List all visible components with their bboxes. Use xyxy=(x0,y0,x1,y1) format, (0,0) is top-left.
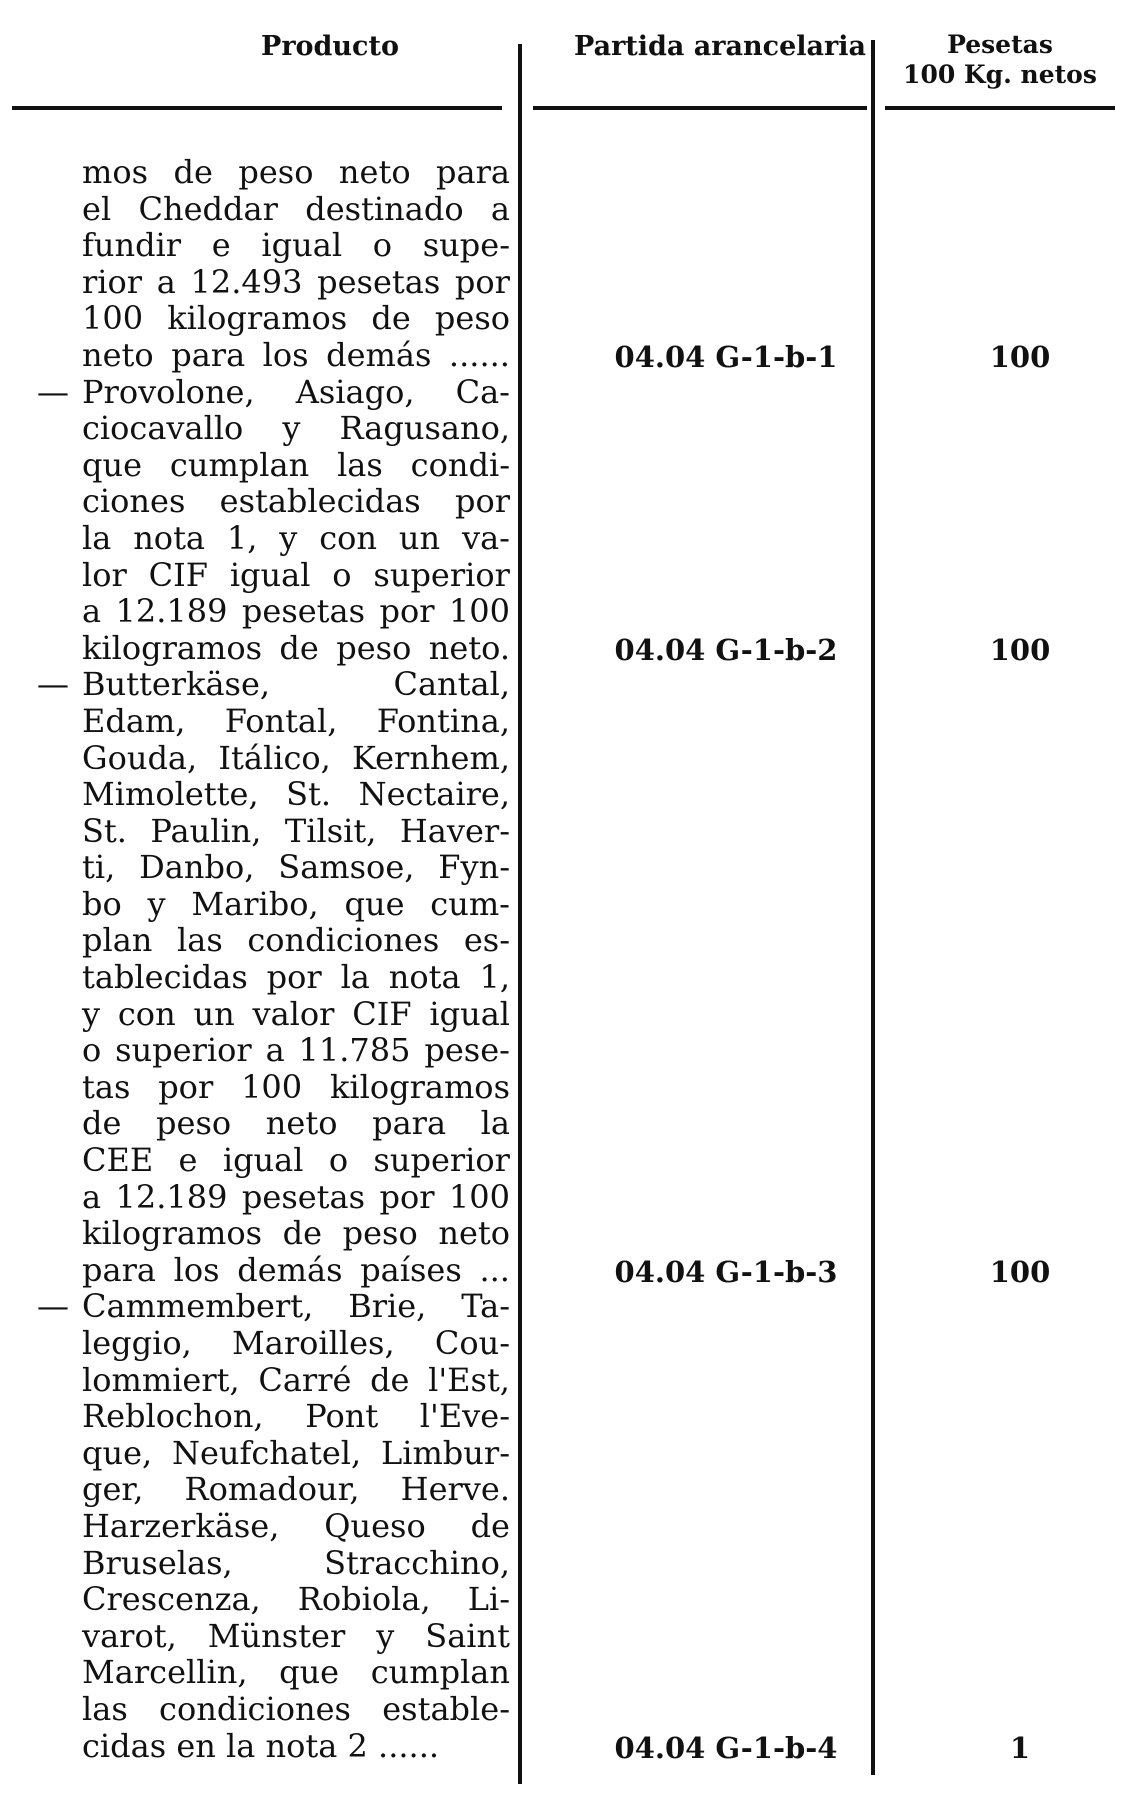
product-word: Ta- xyxy=(461,1287,510,1326)
product-word: neto xyxy=(265,1104,338,1143)
product-word: Cou- xyxy=(434,1324,510,1362)
product-word: condi- xyxy=(410,445,510,484)
product-word: destinado xyxy=(305,189,464,228)
product-word: Gouda, xyxy=(82,738,198,777)
header-rule-partida xyxy=(533,106,867,110)
product-line xyxy=(37,665,510,704)
product-word: e xyxy=(211,226,231,265)
product-line xyxy=(82,1691,510,1728)
product-word: Stracchino, xyxy=(324,1543,510,1582)
product-word: condiciones xyxy=(247,921,440,960)
product-word: Kernhem, xyxy=(352,738,510,777)
product-word: o xyxy=(372,226,393,265)
product-word: neto xyxy=(338,153,411,191)
product-word: valor xyxy=(252,994,335,1033)
product-word: en xyxy=(176,1726,227,1765)
product-word: Asiago, xyxy=(295,372,415,411)
product-word: a xyxy=(82,592,102,631)
product-word: Harzerkäse, xyxy=(82,1506,280,1545)
product-word: Itálico, xyxy=(218,738,331,777)
product-text-column xyxy=(37,153,510,1765)
product-word: ...... xyxy=(378,1726,440,1765)
product-word: y xyxy=(279,518,298,557)
product-line xyxy=(82,593,510,630)
product-word: neto. xyxy=(428,628,510,667)
product-word: cumplan xyxy=(370,1653,510,1692)
product-word: demás xyxy=(237,1250,343,1289)
product-word: y xyxy=(282,409,301,448)
product-word: 1, xyxy=(226,518,258,557)
product-word: St. xyxy=(286,775,332,814)
product-word: Li- xyxy=(467,1580,510,1619)
product-word: o xyxy=(328,1141,349,1180)
product-word: Brie, xyxy=(348,1287,427,1326)
product-word: de xyxy=(282,1214,323,1253)
product-word: por xyxy=(158,1067,214,1106)
product-word: igual xyxy=(229,555,311,594)
product-line xyxy=(82,1508,510,1545)
product-word: Marcellin, xyxy=(82,1653,248,1692)
product-word: demás xyxy=(326,335,432,374)
product-word: es- xyxy=(463,921,510,960)
product-word: pese- xyxy=(424,1031,510,1070)
header-pesetas xyxy=(880,30,1120,90)
pesetas-value: 1 xyxy=(1009,1730,1031,1765)
product-word: Provolone, xyxy=(82,372,255,411)
product-line xyxy=(82,1325,510,1362)
product-word: 12.189 xyxy=(115,1177,228,1216)
product-word: con xyxy=(117,994,176,1033)
product-line xyxy=(82,922,510,959)
product-word: las xyxy=(337,445,383,484)
product-line xyxy=(82,1654,510,1691)
partida-code: 04.04 G-1-b-3 xyxy=(614,1255,838,1289)
product-word: y xyxy=(147,884,166,923)
product-line xyxy=(82,483,510,520)
product-word: ger, xyxy=(82,1470,144,1509)
product-word: un xyxy=(398,518,441,557)
partida-code: 04.04 G-1-b-1 xyxy=(614,340,838,374)
product-word: que xyxy=(82,445,143,484)
product-word: los xyxy=(262,335,309,374)
product-word: para xyxy=(171,335,246,374)
product-word: neto xyxy=(438,1214,510,1253)
product-word: de xyxy=(173,153,213,191)
product-word: la xyxy=(226,1726,266,1765)
product-word: que xyxy=(344,884,405,923)
product-word: 12.189 xyxy=(115,592,228,631)
list-dash: — xyxy=(37,372,69,411)
product-word: condiciones xyxy=(159,1689,351,1728)
product-line xyxy=(82,1032,510,1069)
product-word: por xyxy=(454,262,510,301)
product-word: ...... xyxy=(448,335,510,374)
header-partida: Partida arancelaria xyxy=(574,31,866,62)
product-word: Mimolette, xyxy=(82,775,259,814)
product-word: de xyxy=(82,1104,122,1143)
product-line xyxy=(82,1142,510,1179)
product-word: Robiola, xyxy=(297,1580,431,1619)
product-word: ciones xyxy=(82,482,186,521)
product-word: fundir xyxy=(82,226,182,265)
product-word: St. xyxy=(82,811,127,850)
product-word: Paulin, xyxy=(150,811,262,850)
product-line xyxy=(82,1398,510,1435)
product-word: tas xyxy=(82,1067,131,1106)
product-word: leggio, xyxy=(82,1324,192,1362)
product-word: nota xyxy=(133,518,205,557)
product-line xyxy=(37,1287,510,1326)
product-word: peso xyxy=(342,1214,418,1253)
product-line xyxy=(82,1545,510,1582)
product-word: Bruselas, xyxy=(82,1543,233,1582)
product-word: 100 xyxy=(448,1177,510,1216)
product-word: por xyxy=(379,592,435,631)
product-word: Herve. xyxy=(400,1470,510,1509)
product-word: Samsoe, xyxy=(278,848,415,887)
product-line xyxy=(82,227,510,264)
product-line xyxy=(82,264,510,301)
product-word: a xyxy=(82,1177,102,1216)
product-word: Pont xyxy=(305,1397,379,1436)
product-word: CIF xyxy=(352,994,412,1033)
product-word: por xyxy=(454,482,510,521)
product-word: a xyxy=(156,262,176,301)
product-word: y xyxy=(376,1616,395,1655)
product-word: Tilsit, xyxy=(284,811,377,850)
product-word: Reblochon, xyxy=(82,1397,264,1436)
product-line xyxy=(82,1618,510,1655)
product-word: peso xyxy=(156,1104,232,1143)
product-word: a xyxy=(490,189,510,228)
product-word: cumplan xyxy=(169,445,310,484)
product-line xyxy=(82,1069,510,1106)
product-word: que, xyxy=(82,1433,153,1472)
product-word: igual xyxy=(261,226,343,265)
product-word: nota xyxy=(265,1726,348,1765)
product-word: rior xyxy=(82,262,143,301)
product-word: o xyxy=(332,555,352,594)
header-producto: Producto xyxy=(261,31,399,62)
column-divider-2 xyxy=(871,40,875,1775)
header-pesetas-line1: Pesetas xyxy=(947,30,1053,59)
header-rule-pesetas xyxy=(885,106,1115,110)
product-line xyxy=(82,1215,510,1252)
product-word: pesetas xyxy=(241,1177,366,1216)
header-rule-producto xyxy=(12,106,502,110)
product-word: Cheddar xyxy=(138,189,278,228)
product-word: pesetas xyxy=(241,592,366,631)
product-word: superior xyxy=(115,1031,252,1070)
product-word: la xyxy=(82,518,112,557)
product-word: Haver- xyxy=(399,811,510,850)
pesetas-value: 100 xyxy=(989,1255,1051,1289)
product-word: 12.493 xyxy=(190,262,303,301)
product-word: Cantal, xyxy=(393,665,510,704)
product-line xyxy=(82,959,510,996)
product-word: un xyxy=(193,994,235,1033)
product-line xyxy=(82,630,510,667)
product-word: superior xyxy=(373,1141,510,1180)
partida-code: 04.04 G-1-b-4 xyxy=(614,1730,838,1765)
product-word: para xyxy=(372,1104,447,1143)
product-word: ti, xyxy=(82,848,116,887)
product-line xyxy=(82,1728,510,1765)
product-word: Queso xyxy=(324,1506,426,1545)
product-word: las xyxy=(82,1689,128,1728)
product-line xyxy=(82,1471,510,1508)
product-word: el xyxy=(82,189,112,228)
header-pesetas-line2: 100 Kg. netos xyxy=(903,60,1097,89)
product-word: 2 xyxy=(347,1726,379,1765)
product-word: y xyxy=(82,994,101,1033)
product-word: Butterkäse, xyxy=(82,665,271,704)
product-word: Nectaire, xyxy=(358,775,510,814)
product-word: que xyxy=(279,1653,340,1692)
product-word: lor xyxy=(82,555,127,594)
product-word: pesetas xyxy=(317,262,441,301)
product-line xyxy=(82,410,510,447)
product-word: estable- xyxy=(382,1689,510,1728)
product-word: kilogramos xyxy=(329,1067,510,1106)
product-line xyxy=(82,886,510,923)
product-line xyxy=(82,1581,510,1618)
product-word: bo xyxy=(82,884,122,923)
column-divider-1 xyxy=(518,44,522,1784)
product-word: 11.785 xyxy=(298,1031,411,1070)
product-word: los xyxy=(173,1250,220,1289)
partida-code: 04.04 G-1-b-2 xyxy=(614,632,838,667)
product-line xyxy=(82,1362,510,1399)
product-word: por xyxy=(379,1177,435,1216)
product-word: Cammembert, xyxy=(82,1287,314,1326)
product-word: kilogramos xyxy=(82,628,263,667)
product-word: igual xyxy=(429,994,510,1033)
product-word: Ragusano, xyxy=(339,409,510,448)
product-word: Danbo, xyxy=(139,848,255,887)
product-word: países xyxy=(360,1250,462,1289)
product-word: con xyxy=(319,518,378,557)
product-word: nota xyxy=(388,958,461,997)
product-word: 100 xyxy=(448,592,510,631)
product-word: Neufchatel, xyxy=(171,1433,362,1472)
product-word: de xyxy=(470,1506,510,1545)
product-line xyxy=(82,996,510,1033)
product-word: las xyxy=(177,921,223,960)
product-word: de xyxy=(279,628,319,667)
product-word: e xyxy=(178,1141,198,1180)
product-line xyxy=(82,447,510,484)
product-word: l'Est, xyxy=(428,1360,510,1399)
product-word: Fontal, xyxy=(224,701,338,740)
product-word: varot, xyxy=(82,1616,177,1655)
product-line xyxy=(82,1179,510,1216)
product-word: CEE xyxy=(82,1141,154,1180)
product-word: superior xyxy=(373,555,510,594)
product-word: neto xyxy=(82,335,154,374)
product-word: a xyxy=(265,1031,285,1070)
product-line xyxy=(82,849,510,886)
product-word: peso xyxy=(434,299,510,338)
product-word: Saint xyxy=(425,1616,510,1655)
product-line xyxy=(82,337,510,374)
product-word: Fontina, xyxy=(376,701,510,740)
list-dash: — xyxy=(37,1287,69,1326)
product-word: Maribo, xyxy=(191,884,319,923)
product-line xyxy=(82,1435,510,1472)
product-word: Münster xyxy=(207,1616,346,1655)
product-word: igual xyxy=(222,1141,304,1180)
pesetas-value: 100 xyxy=(989,340,1051,374)
product-word: cidas xyxy=(82,1726,177,1765)
product-word: para xyxy=(436,153,510,191)
product-word: tablecidas xyxy=(82,958,248,997)
product-word: por xyxy=(266,958,322,997)
product-word: kilogramos xyxy=(167,299,348,338)
product-word: de xyxy=(371,299,411,338)
product-line xyxy=(82,557,510,594)
product-word: 100 xyxy=(82,299,144,338)
product-word: peso xyxy=(336,628,412,667)
pesetas-value: 100 xyxy=(989,632,1051,667)
product-line xyxy=(82,740,510,777)
product-word: Maroilles, xyxy=(232,1324,395,1362)
product-line xyxy=(82,703,510,740)
product-word: peso xyxy=(238,153,314,191)
product-word: supe- xyxy=(422,226,510,265)
product-word: la xyxy=(480,1104,510,1143)
list-dash: — xyxy=(37,665,69,704)
product-line xyxy=(82,520,510,557)
product-word: Ca- xyxy=(455,372,510,411)
product-line xyxy=(82,776,510,813)
product-line xyxy=(82,154,510,191)
product-word: Limbur- xyxy=(380,1433,510,1472)
product-word: de xyxy=(370,1360,410,1399)
product-word: CIF xyxy=(148,555,208,594)
product-word: plan xyxy=(82,921,153,960)
product-word: establecidas xyxy=(219,482,421,521)
product-word: 100 xyxy=(241,1067,303,1106)
product-word: ... xyxy=(479,1250,510,1289)
product-word: Carré xyxy=(258,1360,352,1399)
product-word: cum- xyxy=(430,884,510,923)
product-word: ciocavallo xyxy=(82,409,244,448)
product-word: l'Eve- xyxy=(419,1397,510,1436)
product-word: mos xyxy=(82,153,149,191)
product-word: Crescenza, xyxy=(82,1580,261,1619)
product-line xyxy=(82,1105,510,1142)
product-word: 1, xyxy=(479,958,510,997)
product-word: Romadour, xyxy=(184,1470,360,1509)
product-word: va- xyxy=(462,518,510,557)
product-word: lommiert, xyxy=(82,1360,240,1399)
product-word: Fyn- xyxy=(438,848,510,887)
product-line xyxy=(82,813,510,850)
product-word: para xyxy=(82,1250,156,1289)
product-word: kilogramos xyxy=(82,1214,263,1253)
product-word: o xyxy=(82,1031,102,1070)
product-line xyxy=(37,372,510,411)
product-word: la xyxy=(340,958,370,997)
product-line xyxy=(82,191,510,228)
product-word: Edam, xyxy=(82,701,186,740)
product-line xyxy=(82,1252,510,1289)
product-line xyxy=(82,300,510,337)
